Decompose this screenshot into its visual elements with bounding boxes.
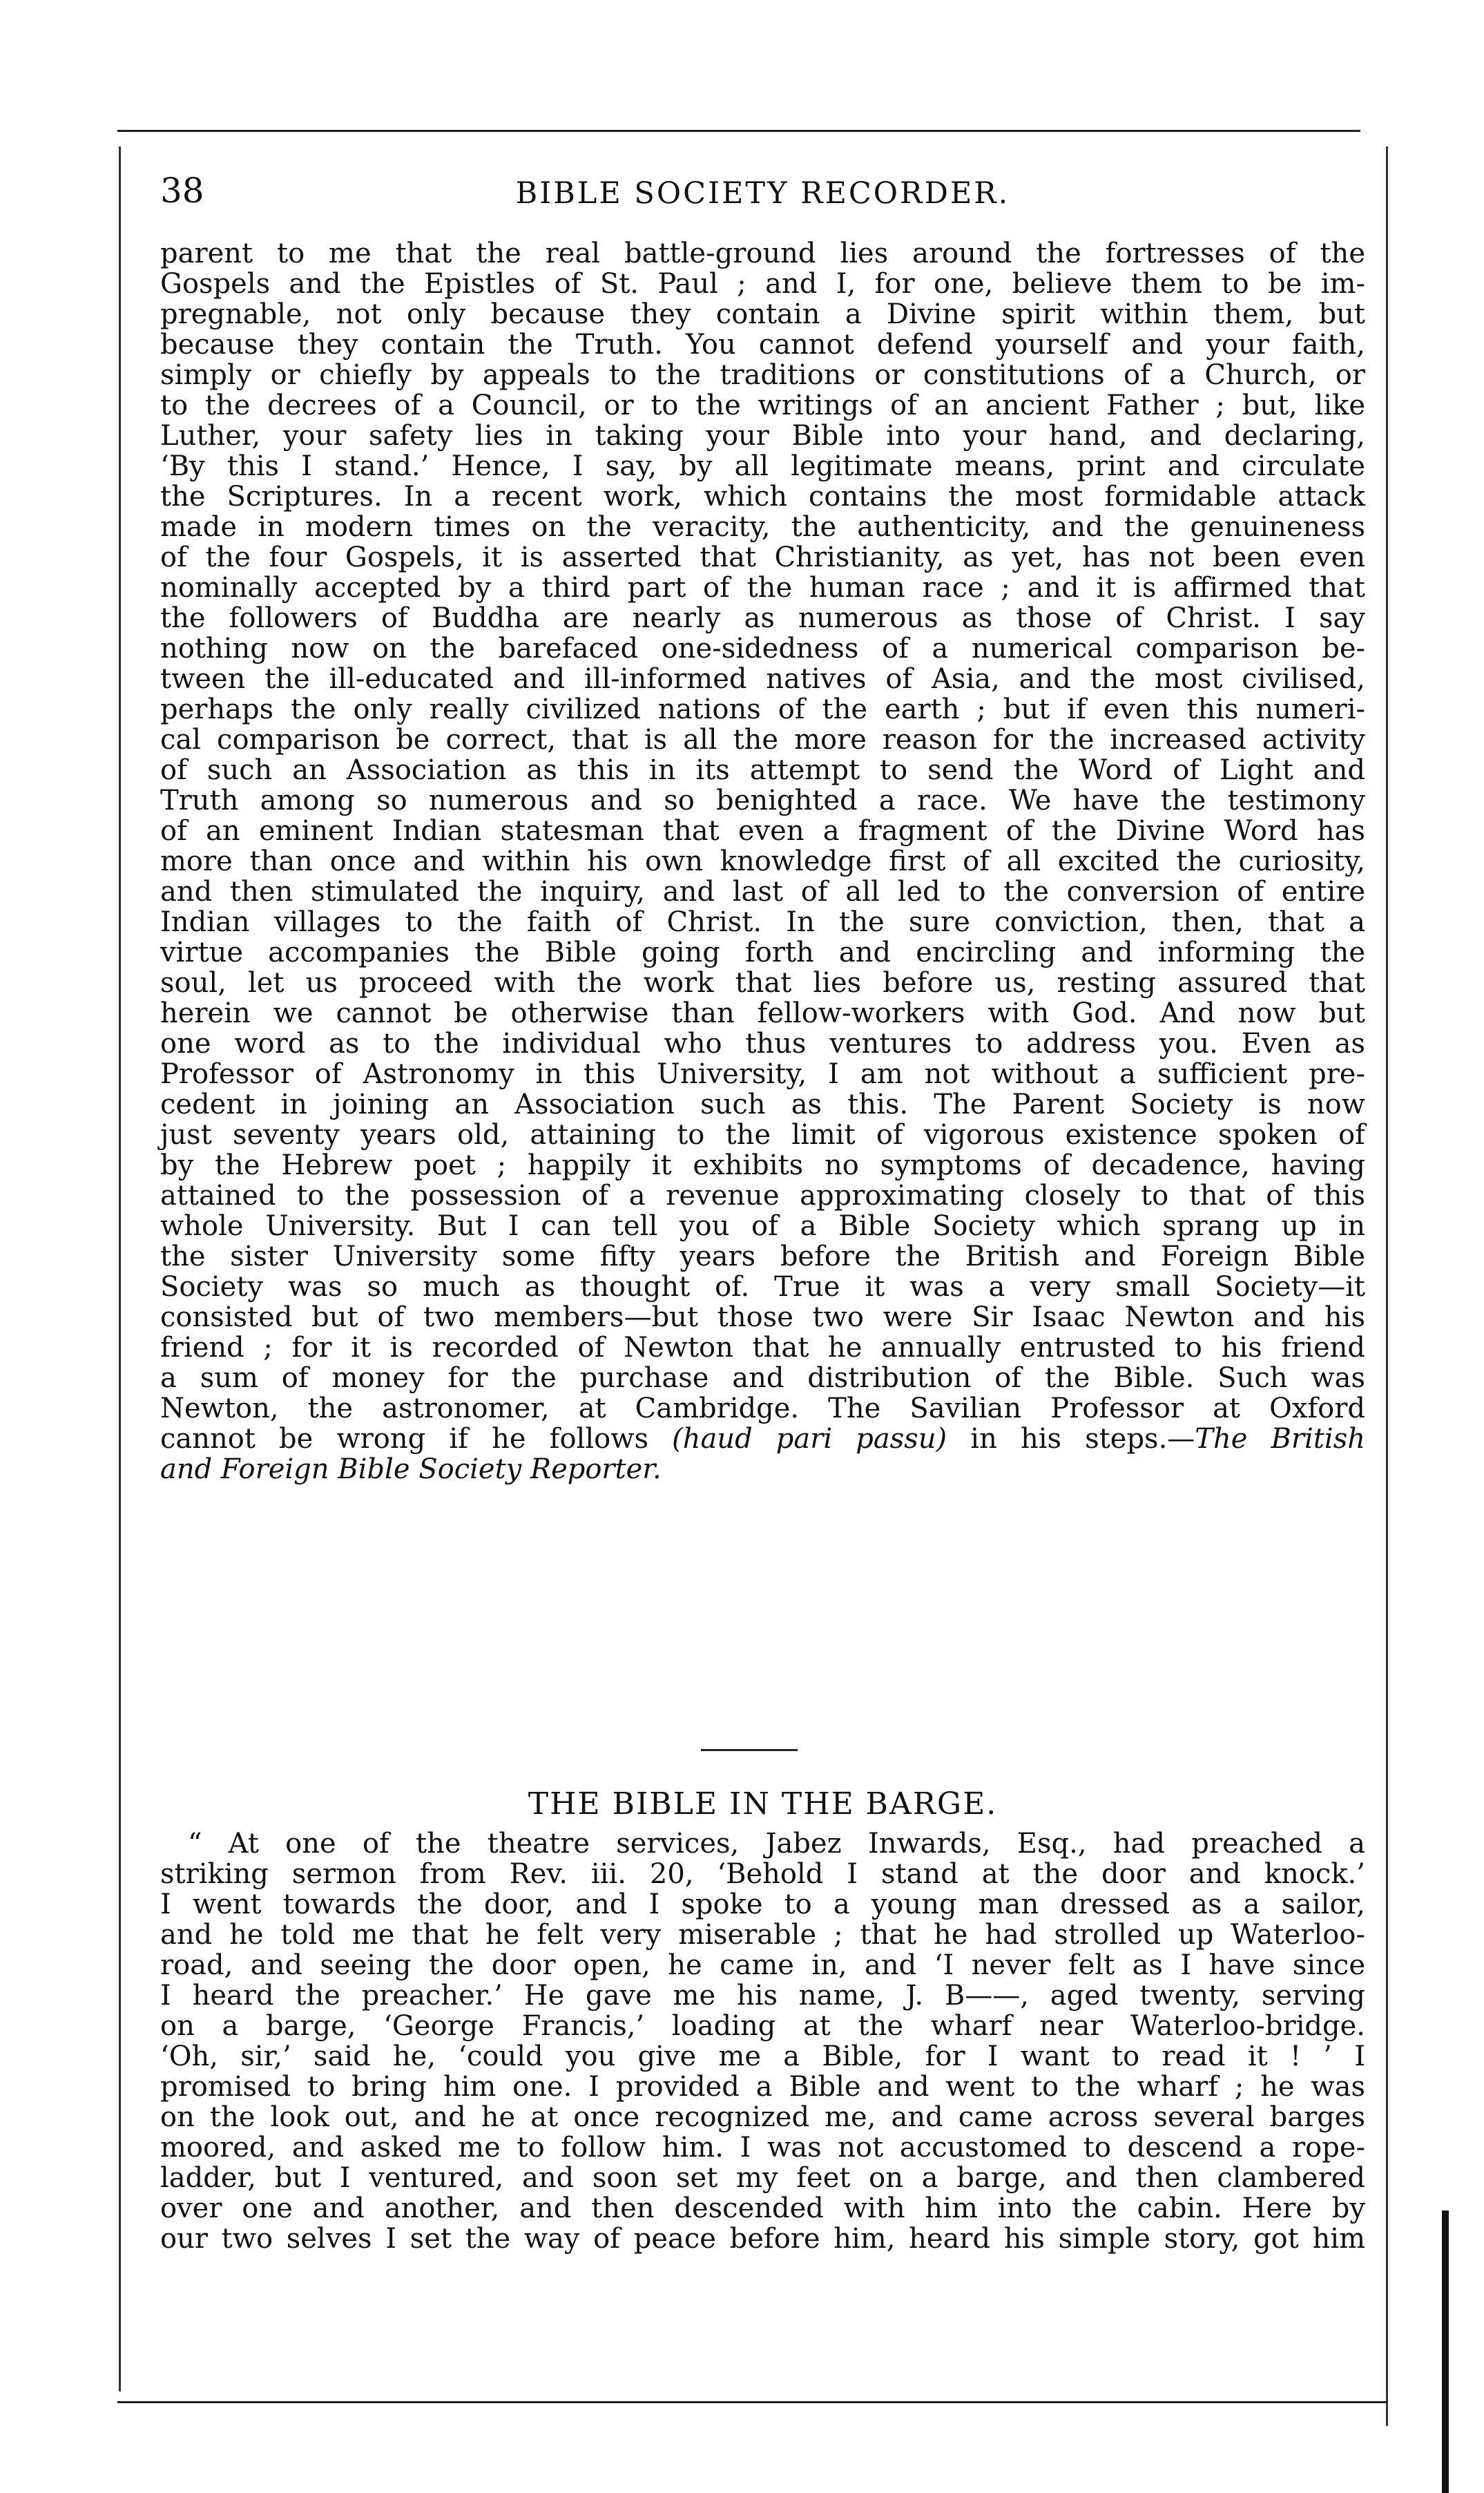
text-line: nothing now on the barefaced one-sidedness of a numerical comparison be- bbox=[160, 633, 1365, 665]
text-line: I went towards the door, and I spoke to a young man dressed as a sailor, bbox=[160, 1889, 1365, 1920]
text-line: the Scriptures. In a recent work, which contains the most formidable attack bbox=[160, 481, 1365, 513]
text-line: “ At one of the theatre services, Jabez Inwards, Esq., had preached a bbox=[188, 1828, 1365, 1860]
text-line: over one and another, and then descended with him into the cabin. Here by bbox=[160, 2193, 1365, 2224]
text-line: on a barge, ‘George Francis,’ loading at the wharf near Waterloo-bridge. bbox=[160, 2010, 1365, 2042]
text-line: attained to the possession of a revenue approximating closely to that of this bbox=[160, 1180, 1365, 1212]
text-line: I heard the preacher.’ He gave me his name, J. B——, aged twenty, serving bbox=[160, 1980, 1365, 2012]
latin-phrase: (haud pari passu) bbox=[672, 1423, 947, 1455]
text-line: of the four Gospels, it is asserted that Christianity, as yet, has not been even bbox=[160, 542, 1365, 573]
text-line: road, and seeing the door open, he came in, and ‘I never felt as I have since bbox=[160, 1949, 1365, 1981]
left-border-rule bbox=[119, 146, 121, 2391]
text-line: moored, and asked me to follow him. I was not accustomed to descend a rope- bbox=[160, 2132, 1365, 2164]
text-line: just seventy years old, attaining to the limit of vigorous existence spoken of bbox=[160, 1119, 1365, 1151]
text-line: because they contain the Truth. You cannot defend yourself and your faith, bbox=[160, 329, 1365, 361]
text-line: pregnable, not only because they contain a Divine spirit within them, but bbox=[160, 298, 1365, 330]
text-line: made in modern times on the veracity, the authenticity, and the genuineness bbox=[160, 511, 1365, 543]
text-line: cal comparison be correct, that is all the more reason for the increased activity bbox=[160, 724, 1365, 756]
text-line: by the Hebrew poet ; happily it exhibits no symptoms of decadence, having bbox=[160, 1149, 1365, 1181]
text-line: of an eminent Indian statesman that even a fragment of the Divine Word has bbox=[160, 815, 1365, 847]
text-line: our two selves I set the way of peace before him, heard his simple story, got him bbox=[160, 2223, 1365, 2255]
text-line: parent to me that the real battle-ground lies around the fortresses of the bbox=[160, 238, 1365, 269]
text-line: Society was so much as thought of. True it was a very small Society—it bbox=[160, 1271, 1365, 1303]
text-line-citation-end bbox=[160, 1454, 1365, 1484]
text-line-with-citation bbox=[160, 1424, 1365, 1454]
text-line: Luther, your safety lies in taking your Bible into your hand, and declaring, bbox=[160, 420, 1365, 452]
source-citation-part: The British bbox=[1195, 1423, 1365, 1455]
text-line: of such an Association as this in its attempt to send the Word of Light and bbox=[160, 754, 1365, 786]
text-line: ‘Oh, sir,’ said he, ‘could you give me a Bible, for I want to read it ! ’ I bbox=[160, 2041, 1365, 2072]
binding-edge-mark bbox=[1442, 2210, 1449, 2493]
text-line: perhaps the only really civilized nations of the earth ; but if even this numeri- bbox=[160, 694, 1365, 725]
bottom-border-rule bbox=[117, 2401, 1388, 2403]
text-line: the sister University some fifty years before the British and Foreign Bible bbox=[160, 1241, 1365, 1272]
source-citation-part: and Foreign Bible Society Reporter. bbox=[160, 1453, 662, 1485]
text-line: simply or chiefly by appeals to the traditions or constitutions of a Church, or bbox=[160, 359, 1365, 391]
text-line: soul, let us proceed with the work that lies before us, resting assured that bbox=[160, 967, 1365, 999]
top-border-rule bbox=[117, 130, 1360, 132]
text-segment: in his steps.— bbox=[947, 1423, 1195, 1455]
text-line: Indian villages to the faith of Christ. In the sure conviction, then, that a bbox=[160, 906, 1365, 938]
text-line: friend ; for it is recorded of Newton that he annually entrusted to his friend bbox=[160, 1332, 1365, 1364]
text-line: consisted but of two members—but those two were Sir Isaac Newton and his bbox=[160, 1301, 1365, 1333]
text-line: a sum of money for the purchase and distribution of the Bible. Such was bbox=[160, 1362, 1365, 1394]
text-line: ‘By this I stand.’ Hence, I say, by all legitimate means, print and circulate bbox=[160, 450, 1365, 482]
text-line: herein we cannot be otherwise than fellow-workers with God. And now but bbox=[160, 997, 1365, 1029]
right-border-rule bbox=[1386, 146, 1388, 2426]
text-line: Truth among so numerous and so benighted a race. We have the testimony bbox=[160, 785, 1365, 816]
running-head: BIBLE SOCIETY RECORDER. bbox=[515, 176, 1010, 211]
text-line: to the decrees of a Council, or to the writings of an ancient Father ; but, like bbox=[160, 390, 1365, 421]
section-separator-rule bbox=[701, 1749, 798, 1751]
text-line: nominally accepted by a third part of the human race ; and it is affirmed that bbox=[160, 572, 1365, 604]
text-line: Professor of Astronomy in this University, I am not without a sufficient pre- bbox=[160, 1058, 1365, 1090]
text-line: striking sermon from Rev. iii. 20, ‘Behold I stand at the door and knock.’ bbox=[160, 1858, 1365, 1890]
text-line: and he told me that he felt very miserable ; that he had strolled up Waterloo- bbox=[160, 1919, 1365, 1951]
text-line: promised to bring him one. I provided a Bible and went to the wharf ; he was bbox=[160, 2071, 1365, 2103]
text-line: the followers of Buddha are nearly as numerous as those of Christ. I say bbox=[160, 602, 1365, 634]
text-line: cedent in joining an Association such as this. The Parent Society is now bbox=[160, 1089, 1365, 1120]
page-header bbox=[160, 170, 1365, 218]
text-line: Newton, the astronomer, at Cambridge. The Savilian Professor at Oxford bbox=[160, 1393, 1365, 1424]
text-line: virtue accompanies the Bible going forth and encircling and informing the bbox=[160, 937, 1365, 968]
text-line: Gospels and the Epistles of St. Paul ; and I, for one, believe them to be im- bbox=[160, 268, 1365, 300]
text-line: whole University. But I can tell you of a Bible Society which sprang up in bbox=[160, 1210, 1365, 1242]
text-line: on the look out, and he at once recognized me, and came across several barges bbox=[160, 2101, 1365, 2133]
text-line: tween the ill-educated and ill-informed natives of Asia, and the most civilised, bbox=[160, 663, 1365, 695]
text-line: ladder, but I ventured, and soon set my feet on a barge, and then clambered bbox=[160, 2162, 1365, 2194]
text-line: and then stimulated the inquiry, and last of all led to the conversion of entire bbox=[160, 876, 1365, 908]
text-line: more than once and within his own knowledge first of all excited the curiosity, bbox=[160, 846, 1365, 877]
text-line: one word as to the individual who thus ventures to address you. Even as bbox=[160, 1028, 1365, 1060]
section-heading: THE BIBLE IN THE BARGE. bbox=[528, 1786, 998, 1822]
page-number: 38 bbox=[160, 171, 204, 211]
article-body-continued bbox=[160, 238, 1365, 1484]
article-body-barge bbox=[160, 1828, 1365, 2254]
text-segment: cannot be wrong if he follows bbox=[160, 1423, 648, 1455]
